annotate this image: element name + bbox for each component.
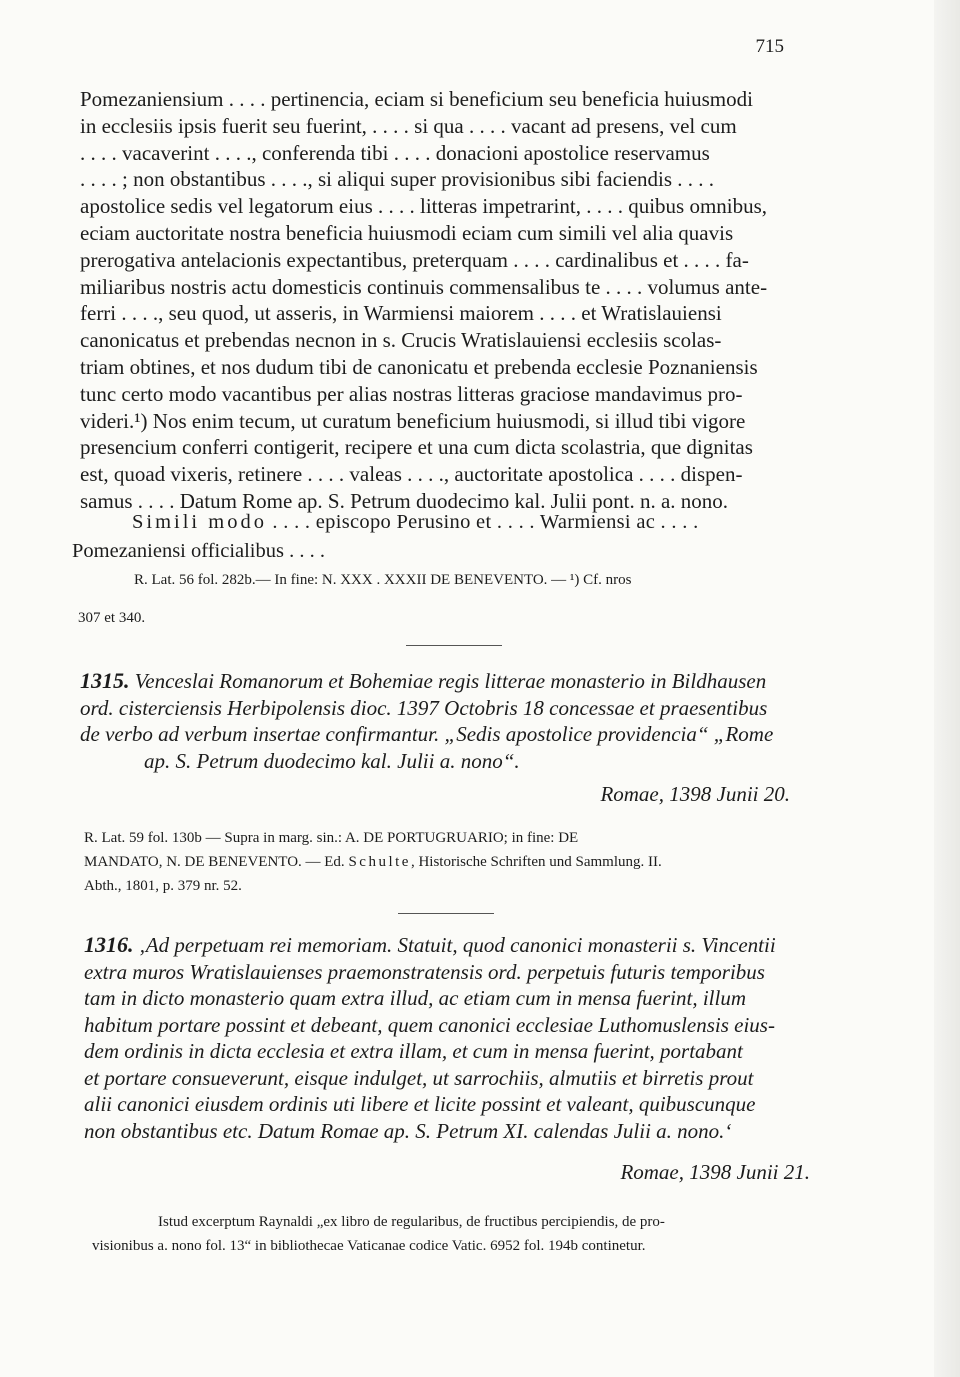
body-line: apostolice sedis vel legatorum eius . . . . litteras impetrarint, . . . . quibus omnibus, (80, 194, 768, 219)
entry-1316-line: alii canonici eiusdem ordinis uti libere et licite possint et valeant, quibuscunque (84, 1092, 756, 1116)
entry-1316-date: Romae, 1398 Junii 21. (620, 1160, 810, 1184)
entry-number: 1316. (84, 932, 134, 957)
body-line: presencium conferri contigerit, recipere et una cum dicta scolastria, que dignitas (80, 435, 753, 460)
section-divider (406, 645, 502, 646)
body-line: . . . . ; non obstantibus . . . ., si aliqui super provisionibus sibi faciendis . . . . (80, 167, 715, 192)
entry-1316-line: non obstantibus etc. Datum Romae ap. S. Petrum XI. calendas Julii a. nono.‘ (84, 1118, 732, 1143)
entry-1315-date: Romae, 1398 Junii 20. (600, 782, 790, 806)
body-line: miliaribus nostris actu domesticis continuis commensalibus te . . . . volumus ante- (80, 274, 768, 299)
body-line: prerogativa antelacionis expectantibus, preterquam . . . . cardinalibus et . . . . fa- (80, 247, 749, 272)
body-line: in ecclesiis ipsis fuerit seu fuerint, . . . . si qua . . . . vacant ad presens, vel cum (80, 113, 737, 138)
entry-1315-line: ord. cisterciensis Herbipolensis dioc. 1397 Octobris 18 concessae et praesentibus (80, 695, 768, 720)
entry-1316-line: extra muros Wratislauienses praemonstratensis ord. perpetuis futuris temporibus (84, 959, 765, 984)
footnote-3-line: Istud excerptum Raynaldi „ex libro de regularibus, de fructibus percipiendis, de pro- (158, 1214, 665, 1230)
entry-1315-line: ap. S. Petrum duodecimo kal. Julii a. nono“. (144, 748, 520, 773)
body-line: samus . . . . Datum Rome ap. S. Petrum duodecimo kal. Julii pont. n. a. nono. (80, 488, 729, 513)
body-line: canonicatus et prebendas necnon in s. Crucis Wratislauiensi ecclesiis scolas- (80, 328, 722, 353)
footnote-2-line: R. Lat. 59 fol. 130b — Supra in marg. sin.: A. DE PORTUGRUARIO; in fine: DE (84, 830, 579, 846)
entry-1315-line: 1315. Venceslai Romanorum et Bohemiae regis litterae monasterio in Bildhausen (80, 668, 767, 693)
footnote-1-continuation: 307 et 340. (78, 610, 146, 626)
footnote-2-line: Abth., 1801, p. 379 nr. 52. (84, 878, 242, 894)
footnote-2 (84, 826, 814, 898)
body-line: eciam auctoritate nostra beneficia huiusmodi eciam cum simili vel alia quavis (80, 220, 734, 245)
body-line: tunc certo modo vacantibus per alias nostras litteras graciose mandavimus pro- (80, 381, 743, 406)
similar-rest: . . . . episcopo Perusino et . . . . Warmiensi ac . . . . (266, 511, 699, 533)
entry-1316-line: et portare consueverunt, eisque indulget, ut sarrochiis, almutiis et birretis prout (84, 1065, 754, 1090)
similar-clause-line2: Pomezaniensi officialibus . . . . (72, 540, 325, 562)
body-line: ferri . . . ., seu quod, ut asseris, in Warmiensi maiorem . . . . et Wratislauiensi (80, 301, 722, 326)
footnote-2-line: MANDATO, N. DE BENEVENTO. — Ed. Schulte, Historische Schriften und Sammlung. II. (84, 854, 662, 870)
section-divider (398, 913, 494, 914)
body-line: videri.¹) Nos enim tecum, ut curatum beneficium huiusmodi, si illud tibi vigore (80, 408, 746, 433)
entry-1316-line: tam in dicto monasterio quam extra illud, ac etiam cum in mensa fuerint, illum (84, 986, 747, 1010)
footnote-1: R. Lat. 56 fol. 282b.— In fine: N. XXX . XXXII DE BENEVENTO. — ¹) Cf. nros (134, 572, 632, 588)
entry-1316-line: dem ordinis in dicta ecclesia et extra illam, et cum in mensa fuerint, portabant (84, 1039, 743, 1063)
entry-1315 (80, 668, 820, 774)
body-line: . . . . vacaverint . . . ., conferenda tibi . . . . donacioni apostolice reservamus (80, 140, 710, 165)
body-text (80, 86, 820, 515)
similar-spaced-words: Simili modo (132, 511, 267, 533)
footnote-3-line: visionibus a. nono fol. 13“ in bibliothecae Vaticanae codice Vatic. 6952 fol. 194b continetur. (92, 1238, 646, 1254)
entry-1316-line: habitum portare possint et debeant, quem canonici ecclesiae Luthomuslensis eius- (84, 1012, 775, 1037)
entry-1316-line: 1316. ‚Ad perpetuam rei memoriam. Statuit, quod canonici monasterii s. Vincentii (84, 932, 776, 957)
similar-clause (132, 511, 822, 534)
body-line: triam obtines, et nos dudum tibi de canonicatu et prebenda ecclesie Poznaniensis (80, 354, 758, 379)
page-number: 715 (755, 36, 784, 57)
footnote-3 (92, 1210, 824, 1258)
body-line: est, quoad vixeris, retinere . . . . valeas . . . ., auctoritate apostolica . . . . dispen- (80, 462, 743, 487)
entry-1315-line: de verbo ad verbum insertae confirmantur. „Sedis apostolice providencia“ „Rome (80, 722, 774, 746)
body-line: Pomezaniensium . . . . pertinencia, eciam si beneficium seu beneficia huiusmodi (80, 87, 753, 111)
entry-1316 (84, 932, 820, 1144)
entry-number: 1315. (80, 668, 130, 693)
page-edge-shadow (934, 0, 960, 1377)
